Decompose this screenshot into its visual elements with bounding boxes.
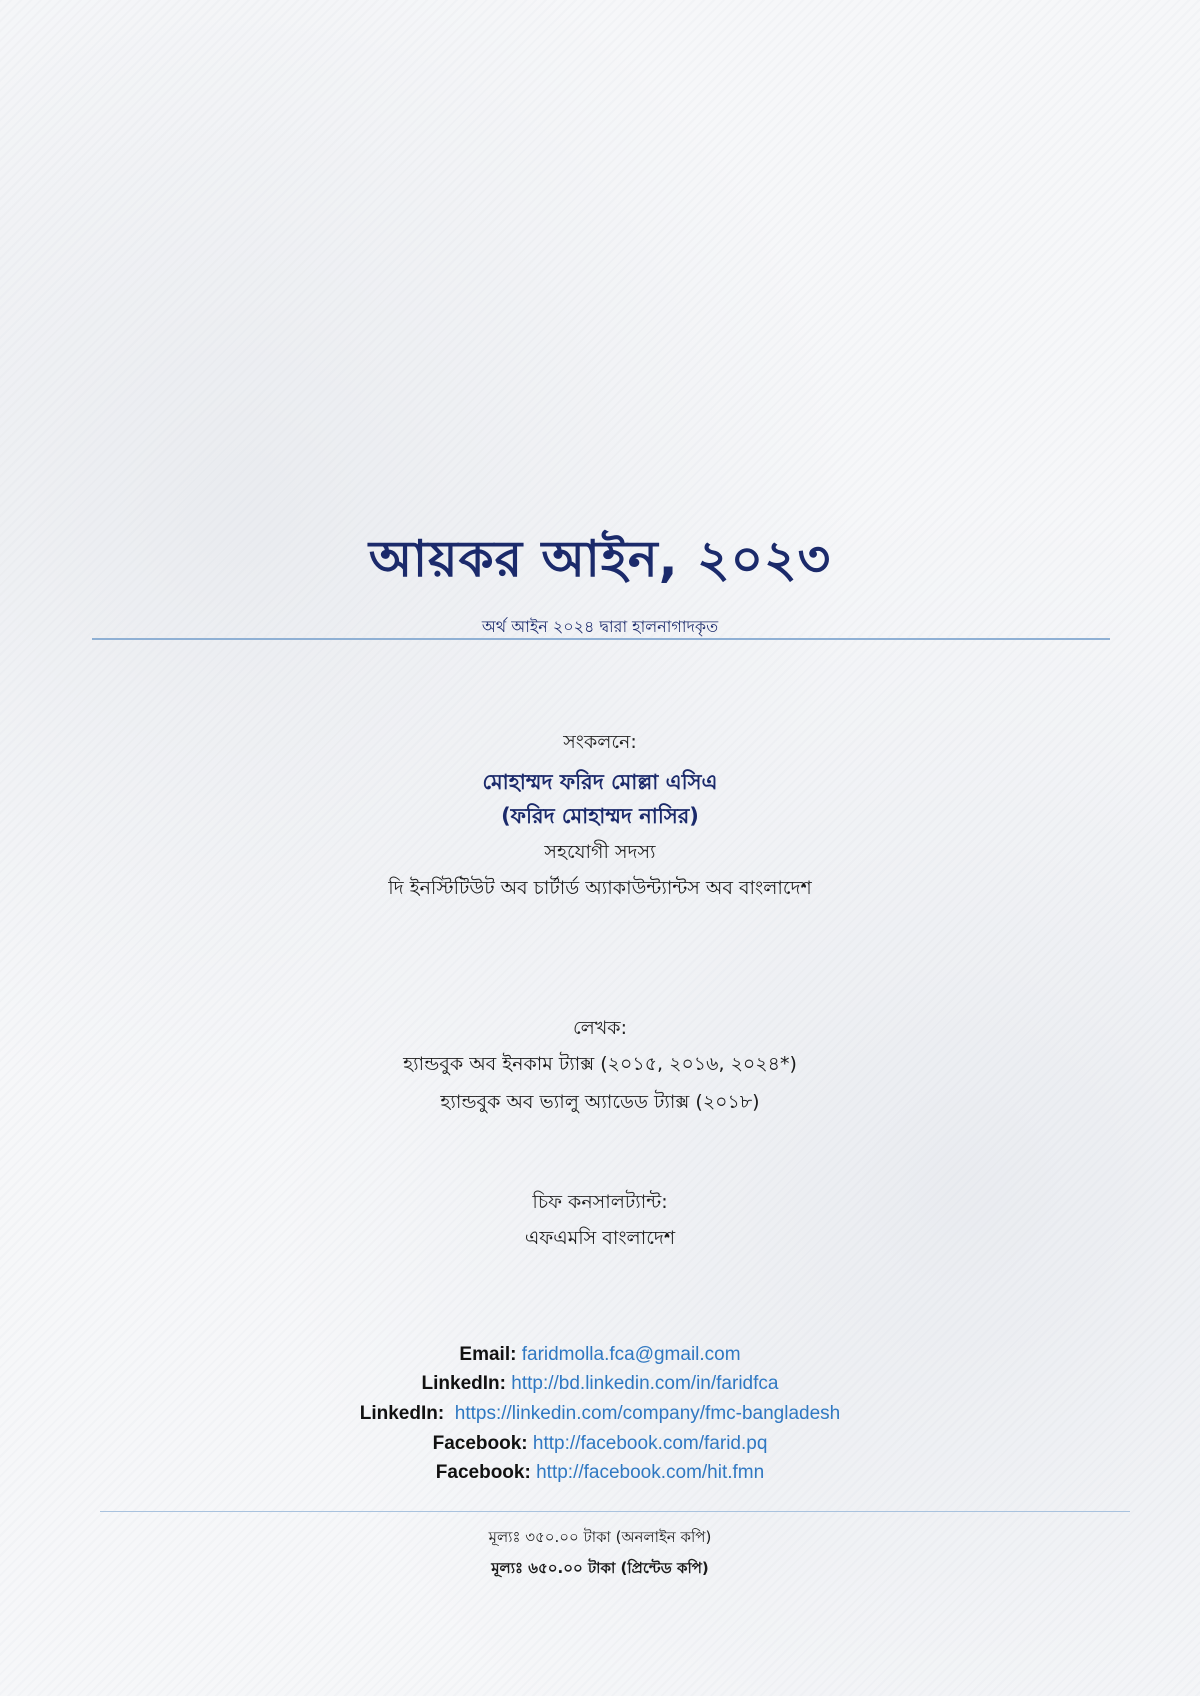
title-divider [92, 638, 1110, 640]
contact-key: LinkedIn: [359, 1403, 445, 1424]
compiler-alias: (ফরিদ মোহাম্মদ নাসির) [501, 804, 699, 828]
document-subtitle: অর্থ আইন ২০২৪ দ্বারা হালনাগাদকৃত [481, 617, 719, 636]
contact-linkedin-personal [0, 1373, 1200, 1395]
contact-facebook-2 [0, 1462, 1200, 1484]
footer-divider [100, 1511, 1130, 1512]
price-online: মূল্যঃ ৩৫০.০০ টাকা (অনলাইন কপি) [488, 1528, 712, 1546]
linkedin-company-link[interactable]: https://linkedin.com/company/fmc-bangladesh [449, 1403, 841, 1424]
facebook-link-2[interactable]: http://facebook.com/hit.fmn [536, 1462, 765, 1483]
contact-linkedin-company [0, 1403, 1200, 1425]
compiler-label: সংকলনে: [563, 731, 637, 753]
consultant-label: চিফ কনসালট্যান্ট: [532, 1191, 668, 1213]
compiler-role: সহযোগী সদস্য [544, 841, 656, 863]
author-book-vat: হ্যান্ডবুক অব ভ্যালু অ্যাডেড ট্যাক্স (২০১৮) [440, 1091, 760, 1113]
contact-facebook-1 [0, 1433, 1200, 1455]
email-link[interactable]: faridmolla.fca@gmail.com [521, 1344, 741, 1365]
contact-key: Facebook: [435, 1462, 531, 1483]
contact-key: Email: [459, 1344, 517, 1365]
compiler-institute: দি ইনস্টিটিউট অব চার্টার্ড অ্যাকাউন্ট্যান্টস অব বাংলাদেশ [388, 877, 812, 899]
document-title: আয়কর আইন, ২০২৩ [368, 530, 832, 588]
facebook-link-1[interactable]: http://facebook.com/farid.pq [532, 1433, 768, 1454]
contact-key: Facebook: [432, 1433, 528, 1454]
author-book-income-tax: হ্যান্ডবুক অব ইনকাম ট্যাক্স (২০১৫, ২০১৬, ২০২৪*) [403, 1053, 797, 1075]
author-label: লেখক: [572, 1017, 628, 1039]
compiler-name: মোহাম্মদ ফরিদ মোল্লা এসিএ [482, 770, 718, 794]
contact-key: LinkedIn: [421, 1373, 506, 1394]
linkedin-personal-link[interactable]: http://bd.linkedin.com/in/faridfca [511, 1373, 779, 1394]
consultant-firm: এফএমসি বাংলাদেশ [524, 1227, 676, 1249]
price-printed: মূল্যঃ ৬৫০.০০ টাকা (প্রিন্টেড কপি) [491, 1559, 709, 1577]
contact-email [0, 1344, 1200, 1366]
